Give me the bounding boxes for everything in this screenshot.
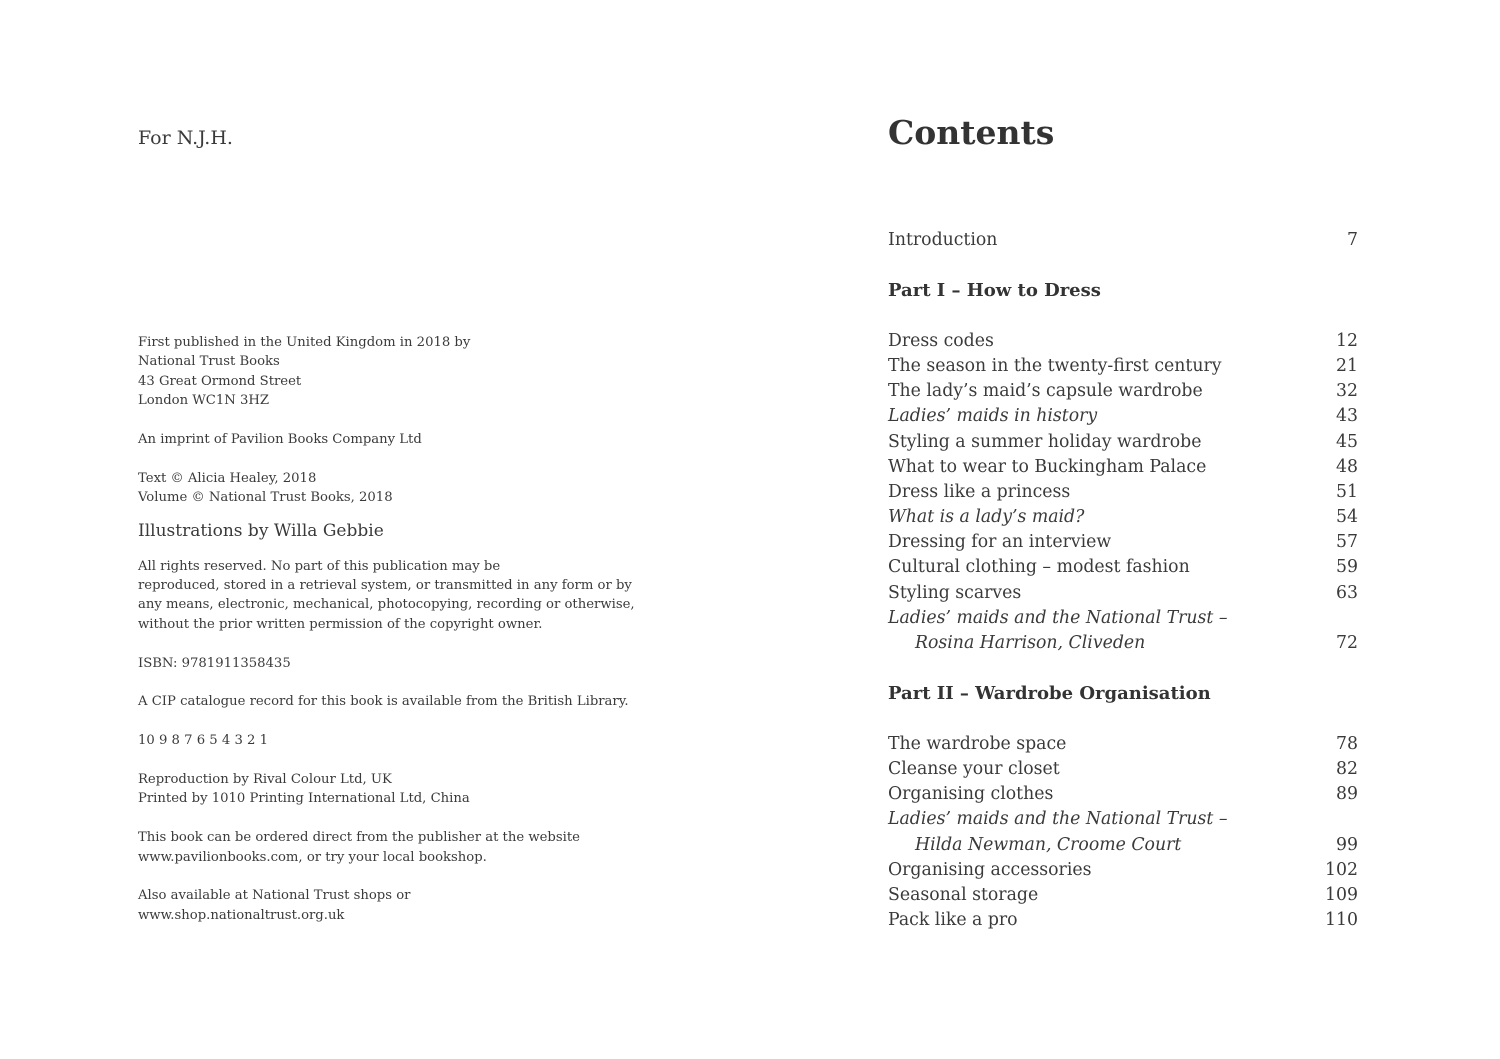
rights-line: without the prior written permission of the copyright owner. [138, 616, 543, 632]
toc-entry-page: 99 [1336, 834, 1358, 855]
printing-line-block [138, 731, 638, 750]
toc-entry-title: Pack like a pro [888, 910, 1018, 931]
toc-entry[interactable] [888, 530, 1358, 555]
toc-entry[interactable] [888, 329, 1358, 354]
order-line: This book can be ordered direct from the publisher at the website [138, 830, 580, 846]
toc-entry-page: 89 [1336, 784, 1358, 805]
cip-block [138, 692, 638, 711]
cip-record: A CIP catalogue record for this book is available from the British Library. [138, 694, 629, 710]
toc-entry-page: 12 [1336, 330, 1358, 351]
toc-entry-title: Organising clothes [888, 784, 1054, 805]
toc-entry-title: Ladies’ maids and the National Trust – [888, 607, 1228, 628]
publisher-line: National Trust Books [138, 354, 280, 370]
toc-entry-title: The season in the twenty-first century [888, 355, 1222, 376]
right-page [750, 0, 1500, 1059]
copyright-block [138, 469, 638, 508]
toc-entry[interactable] [888, 782, 1358, 807]
rights-block [138, 557, 638, 635]
toc-entry[interactable] [888, 455, 1358, 480]
toc-entry-title: Rosina Harrison, Cliveden [915, 633, 1146, 653]
copyright-line: Text © Alicia Healey, 2018 [138, 470, 317, 486]
toc-entry-title: Organising accessories [888, 859, 1092, 880]
toc-entry-introduction[interactable] [888, 228, 1358, 253]
dedication: For N.J.H. [138, 127, 233, 149]
toc-entry-page: 43 [1336, 406, 1358, 427]
toc-entry-page: 72 [1336, 633, 1358, 653]
part-heading[interactable]: Part II – Wardrobe Organisation [888, 683, 1211, 705]
publisher-line: London WC1N 3HZ [138, 393, 270, 409]
toc-entry-title: Dressing for an interview [888, 532, 1112, 553]
table-of-contents [888, 228, 1358, 933]
toc-entry-title: Ladies’ maids and the National Trust – [888, 809, 1228, 830]
toc-entry-title: Hilda Newman, Croome Court [915, 834, 1182, 855]
availability-line: www.shop.nationaltrust.org.uk [138, 907, 345, 923]
imprint-of-line: An imprint of Pavilion Books Company Ltd [138, 432, 422, 448]
toc-entry-page: 59 [1336, 557, 1358, 578]
toc-entry-page: 21 [1336, 355, 1358, 376]
publisher-line: First published in the United Kingdom in 2018 by [138, 335, 471, 350]
toc-entry-title: The wardrobe space [888, 733, 1067, 754]
toc-entry-page: 45 [1336, 431, 1358, 452]
part-heading[interactable]: Part I – How to Dress [888, 280, 1101, 302]
order-line: www.pavilionbooks.com, or try your local bookshop. [138, 849, 487, 865]
toc-entry[interactable] [888, 430, 1358, 455]
isbn-block [138, 654, 638, 673]
toc-entry[interactable] [888, 858, 1358, 883]
availability-block [138, 886, 638, 925]
toc-entry[interactable] [888, 505, 1358, 530]
toc-entry-page: 78 [1336, 733, 1358, 754]
copyright-line: Volume © National Trust Books, 2018 [138, 490, 393, 506]
availability-line: Also available at National Trust shops or [138, 888, 411, 904]
publisher-block [138, 333, 638, 411]
toc-entry[interactable] [888, 606, 1358, 631]
illustrations-credit: Illustrations by Willa Gebbie [138, 520, 384, 541]
toc-entry-title: Dress codes [888, 330, 994, 351]
toc-entry[interactable] [888, 833, 1358, 858]
toc-entry-title: Styling scarves [888, 582, 1022, 603]
production-line: Printed by 1010 Printing International Ltd, China [138, 791, 470, 807]
toc-entry-page: 57 [1336, 532, 1358, 553]
rights-line: reproduced, stored in a retrieval system, or transmitted in any form or by [138, 578, 632, 594]
copyright-imprint [138, 333, 638, 945]
toc-entry[interactable] [888, 631, 1358, 656]
toc-entry-page: 110 [1325, 910, 1358, 931]
isbn: ISBN: 9781911358435 [138, 655, 291, 671]
toc-entry-title: The lady’s maid’s capsule wardrobe [888, 381, 1203, 402]
toc-entry[interactable] [888, 480, 1358, 505]
publisher-line: 43 Great Ormond Street [138, 373, 302, 389]
toc-entry-page: 102 [1325, 859, 1358, 880]
toc-entry[interactable] [888, 404, 1358, 429]
toc-entry-page: 63 [1336, 582, 1358, 603]
toc-entry-page: 51 [1336, 481, 1358, 502]
toc-entry[interactable] [888, 757, 1358, 782]
toc-entry[interactable] [888, 732, 1358, 757]
toc-entry-title: What is a lady’s maid? [888, 507, 1085, 528]
toc-entry-title: Cultural clothing – modest fashion [888, 557, 1190, 578]
contents-title: Contents [888, 113, 1055, 152]
toc-entry-page: 48 [1336, 456, 1358, 477]
toc-entry[interactable] [888, 908, 1358, 933]
rights-line: All rights reserved. No part of this publication may be [138, 558, 501, 574]
toc-entry-title: What to wear to Buckingham Palace [888, 456, 1207, 477]
production-block [138, 770, 638, 809]
toc-entry-page: 109 [1325, 884, 1358, 905]
printing-line: 10 9 8 7 6 5 4 3 2 1 [138, 733, 269, 749]
production-line: Reproduction by Rival Colour Ltd, UK [138, 772, 392, 788]
toc-entry[interactable] [888, 555, 1358, 580]
toc-entry-page: 82 [1336, 758, 1358, 779]
toc-entry[interactable] [888, 354, 1358, 379]
imprint-of-block [138, 430, 638, 449]
toc-entry[interactable] [888, 379, 1358, 404]
toc-entry[interactable] [888, 807, 1358, 832]
toc-entry-title: Seasonal storage [888, 884, 1039, 905]
toc-entry-page: 54 [1336, 507, 1358, 528]
toc-entry[interactable] [888, 581, 1358, 606]
toc-entry-title: Dress like a princess [888, 481, 1071, 502]
toc-entry-title: Ladies’ maids in history [888, 406, 1098, 427]
toc-entry-page: 32 [1336, 381, 1358, 402]
toc-entry-page: 7 [1347, 230, 1358, 250]
toc-entry-title: Cleanse your closet [888, 758, 1060, 779]
rights-line: any means, electronic, mechanical, photocopying, recording or otherwise, [138, 597, 635, 613]
toc-entry-title: Styling a summer holiday wardrobe [888, 431, 1202, 452]
order-block [138, 828, 638, 867]
toc-entry-title: Introduction [888, 230, 998, 250]
toc-entry[interactable] [888, 883, 1358, 908]
